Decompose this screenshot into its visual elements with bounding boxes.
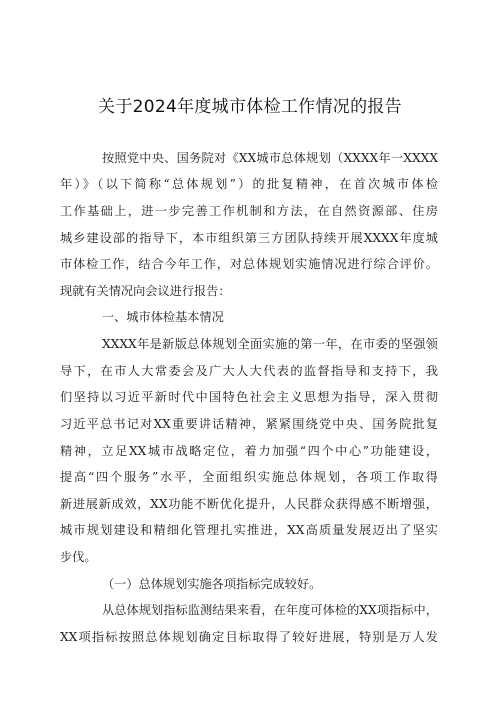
paragraph-line: 们坚持以习近平新时代中国特色社会主义思想为指导，深入贯彻 bbox=[60, 390, 438, 404]
paragraph-line: XX项指标按照总体规划确定目标取得了较好进展，特别是万人发 bbox=[60, 630, 438, 644]
paragraph-line: 从总体规划指标监测结果来看，在年度可体检的XX项指标中， bbox=[102, 603, 438, 617]
paragraph-line: 市体检工作，结合今年工作，对总体规划实施情况进行综合评价。 bbox=[60, 257, 438, 271]
paragraph-line: 导下，在市人大常委会及广大人大代表的监督指导和支持下，我 bbox=[60, 364, 438, 378]
paragraph-line: XXXX年是新版总体规划全面实施的第一年，在市委的坚强领 bbox=[102, 337, 438, 351]
paragraph-line: 现就有关情况向会议进行报告： bbox=[60, 284, 231, 298]
paragraph-line: 按照党中央、国务院对《XX城市总体规划（XXXX年一XXXX bbox=[102, 151, 438, 165]
paragraph-line: 习近平总书记对XX重要讲话精神，紧紧围绕党中央、国务院批复 bbox=[60, 417, 438, 431]
document-title: 关于2024年度城市体检工作情况的报告 bbox=[98, 97, 402, 117]
paragraph-line: 工作基础上，进一步完善工作机制和方法，在自然资源部、住房 bbox=[60, 204, 438, 218]
paragraph-line: 精神，立足XX城市战略定位，着力加强“四个中心”功能建设， bbox=[60, 444, 438, 458]
section-heading: 一、城市体检基本情况 bbox=[102, 310, 224, 324]
paragraph-line: 步伐。 bbox=[60, 550, 97, 564]
subsection-heading: （一）总体规划实施各项指标完成较好。 bbox=[102, 577, 322, 591]
paragraph-line: 年）》（以下简称“总体规划”）的批复精神，在首次城市体检 bbox=[60, 177, 438, 191]
paragraph-line: 提高“四个服务”水平，全面组织实施总体规划，各项工作取得 bbox=[60, 470, 438, 484]
paragraph-line: 城乡建设部的指导下，本市组织第三方团队持续开展XXXX年度城 bbox=[60, 231, 438, 245]
paragraph-line: 城市规划建设和精细化管理扎实推进，XX高质量发展迈出了坚实 bbox=[60, 523, 438, 537]
paragraph-line: 新进展新成效，XX功能不断优化提升，人民群众获得感不断增强， bbox=[60, 497, 438, 511]
